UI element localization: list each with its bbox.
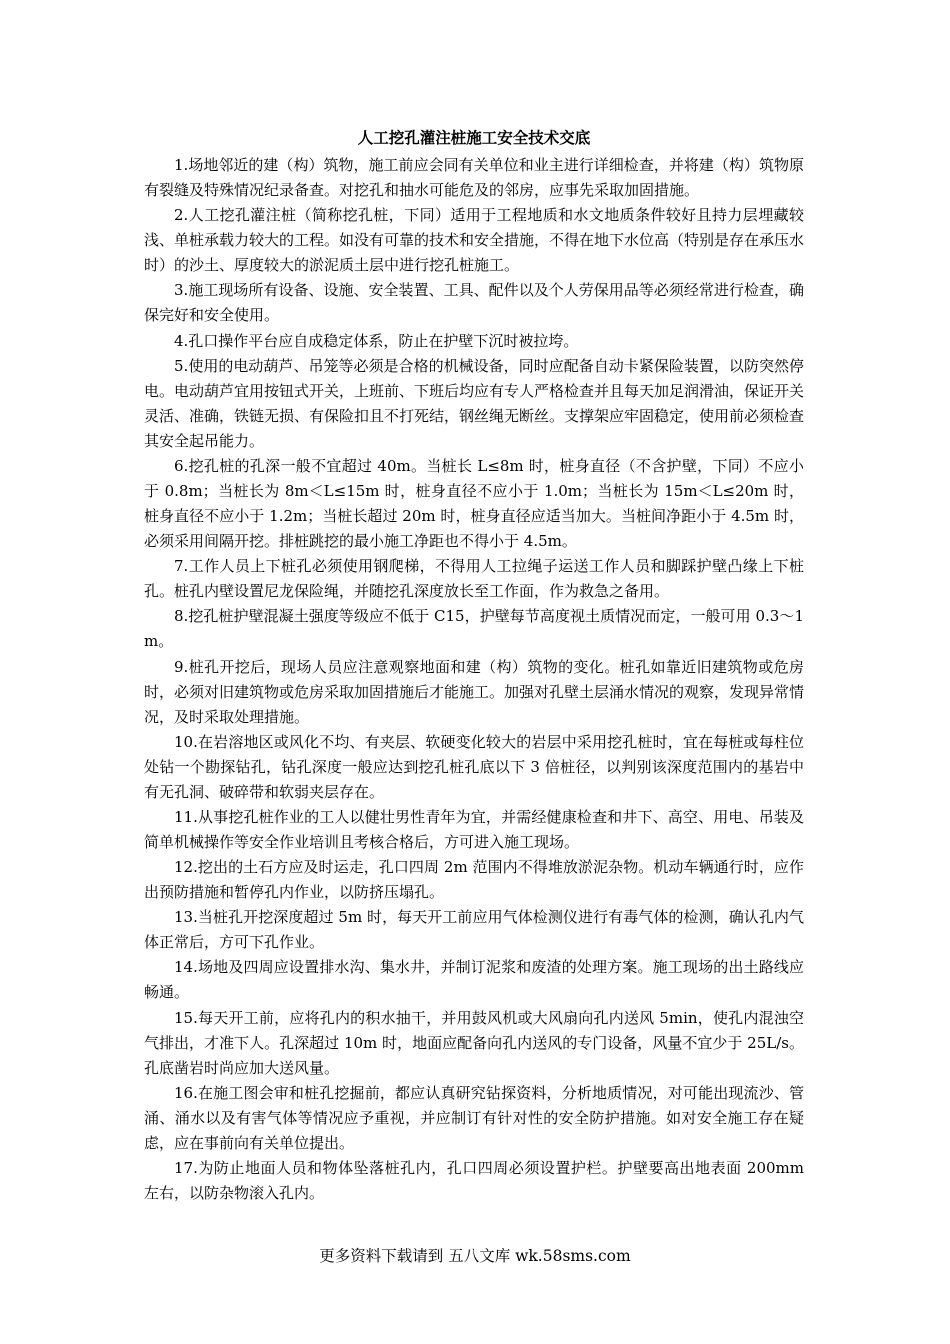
paragraph-14: 14.场地及四周应设置排水沟、集水井，并制订泥浆和废渣的处理方案。施工现场的出土路线应畅通。 xyxy=(144,958,804,1002)
paragraph-1: 1.场地邻近的建（构）筑物，施工前应会同有关单位和业主进行详细检查，并将建（构）筑物原有裂缝及特殊情况纪录备查。对挖孔和抽水可能危及的邻房，应事先采取加固措施。 xyxy=(144,156,804,199)
paragraph-6: 6.挖孔桩的孔深一般不宜超过 40m。当桩长 L≤8m 时，桩身直径（不含护壁，下同）不应小于 0.8m；当桩长为 8m＜L≤15m 时，桩身直径不应小于 1.0m；当桩长为 15m＜L≤20m 时，桩身直径不应小于 1.2m；当桩长超过 20m 时，桩身直径应适当加大。当桩间净距小于 4.5m 时，必须采用间隔开挖。排桩跳挖的最小施工净距也不得小于 4.5m。 xyxy=(144,456,804,550)
document-title: 人工挖孔灌注桩施工安全技术交底 xyxy=(357,128,591,147)
paragraph-4: 4.孔口操作平台应自成稳定体系，防止在护壁下沉时被拉垮。 xyxy=(174,331,579,350)
paragraph-5: 5.使用的电动葫芦、吊笼等必须是合格的机械设备，同时应配备自动卡紧保险装置，以防突然停电。电动葫芦宜用按钮式开关，上班前、下班后均应有专人严格检查并且每天加足润滑油，保证开关灵活、准确，铁链无损、有保险扣且不打死结，钢丝绳无断丝。支撑架应牢固稳定，使用前必须检查其安全起吊能力。 xyxy=(144,356,805,450)
paragraph-2: 2.人工挖孔灌注桩（简称挖孔桩，下同）适用于工程地质和水文地质条件较好且持力层埋藏较浅、单桩承载力较大的工程。如没有可靠的技术和安全措施，不得在地下水位高（特别是存在承压水时）的沙土、厚度较大的淤泥质土层中进行挖孔桩施工。 xyxy=(144,206,805,275)
paragraph-7: 7.工作人员上下桩孔必须使用钢爬梯，不得用人工拉绳子运送工作人员和脚踩护壁凸缘上下桩孔。桩孔内壁设置尼龙保险绳，并随挖孔深度放长至工作面，作为救急之备用。 xyxy=(144,557,804,601)
page-footer: 更多资料下载请到 五八文库 wk.58sms.com xyxy=(319,1247,631,1265)
paragraph-8: 8.挖孔桩护壁混凝土强度等级应不低于 C15，护壁每节高度视土质情况而定，一般可用 0.3～1m。 xyxy=(144,607,804,651)
paragraph-10: 10.在岩溶地区或风化不均、有夹层、软硬变化较大的岩层中采用挖孔桩时，宜在每桩或每柱位处钻一个勘探钻孔，钻孔深度一般应达到挖孔桩孔底以下 3 倍桩径，以判别该深度范围内的基岩中有无孔洞、破碎带和软弱夹层存在。 xyxy=(144,732,804,801)
document-body xyxy=(144,124,804,1206)
paragraph-16: 16.在施工图会审和桩孔挖掘前，都应认真研究钻探资料，分析地质情况，对可能出现流沙、管涌、涌水以及有害气体等情况应予重视，并应制订有针对性的安全防护措施。如对安全施工存在疑虑，应在事前向有关单位提出。 xyxy=(144,1083,804,1152)
paragraph-15: 15.每天开工前，应将孔内的积水抽干，并用鼓风机或大风扇向孔内送风 5min，使孔内混浊空气排出，才准下人。孔深超过 10m 时，地面应配备向孔内送风的专门设备，风量不宜少于 25L/s。孔底凿岩时尚应加大送风量。 xyxy=(144,1008,804,1077)
paragraph-12: 12.挖出的土石方应及时运走，孔口四周 2m 范围内不得堆放淤泥杂物。机动车辆通行时，应作出预防措施和暂停孔内作业，以防挤压塌孔。 xyxy=(144,858,804,902)
paragraph-17: 17.为防止地面人员和物体坠落桩孔内，孔口四周必须设置护栏。护壁要高出地表面 200mm 左右，以防杂物滚入孔内。 xyxy=(144,1159,804,1202)
paragraph-9: 9.桩孔开挖后，现场人员应注意观察地面和建（构）筑物的变化。桩孔如靠近旧建筑物或危房时，必须对旧建筑物或危房采取加固措施后才能施工。加强对孔壁土层涌水情况的观察，发现异常情况，及时采取处理措施。 xyxy=(144,657,805,726)
paragraph-13: 13.当桩孔开挖深度超过 5m 时，每天开工前应用气体检测仪进行有毒气体的检测，确认孔内气体正常后，方可下孔作业。 xyxy=(144,908,804,952)
paragraph-11: 11.从事挖孔桩作业的工人以健壮男性青年为宜，并需经健康检查和井下、高空、用电、吊装及简单机械操作等安全作业培训且考核合格后，方可进入施工现场。 xyxy=(144,807,804,851)
paragraph-3: 3.施工现场所有设备、设施、安全装置、工具、配件以及个人劳保用品等必须经常进行检查，确保完好和安全使用。 xyxy=(144,281,804,325)
